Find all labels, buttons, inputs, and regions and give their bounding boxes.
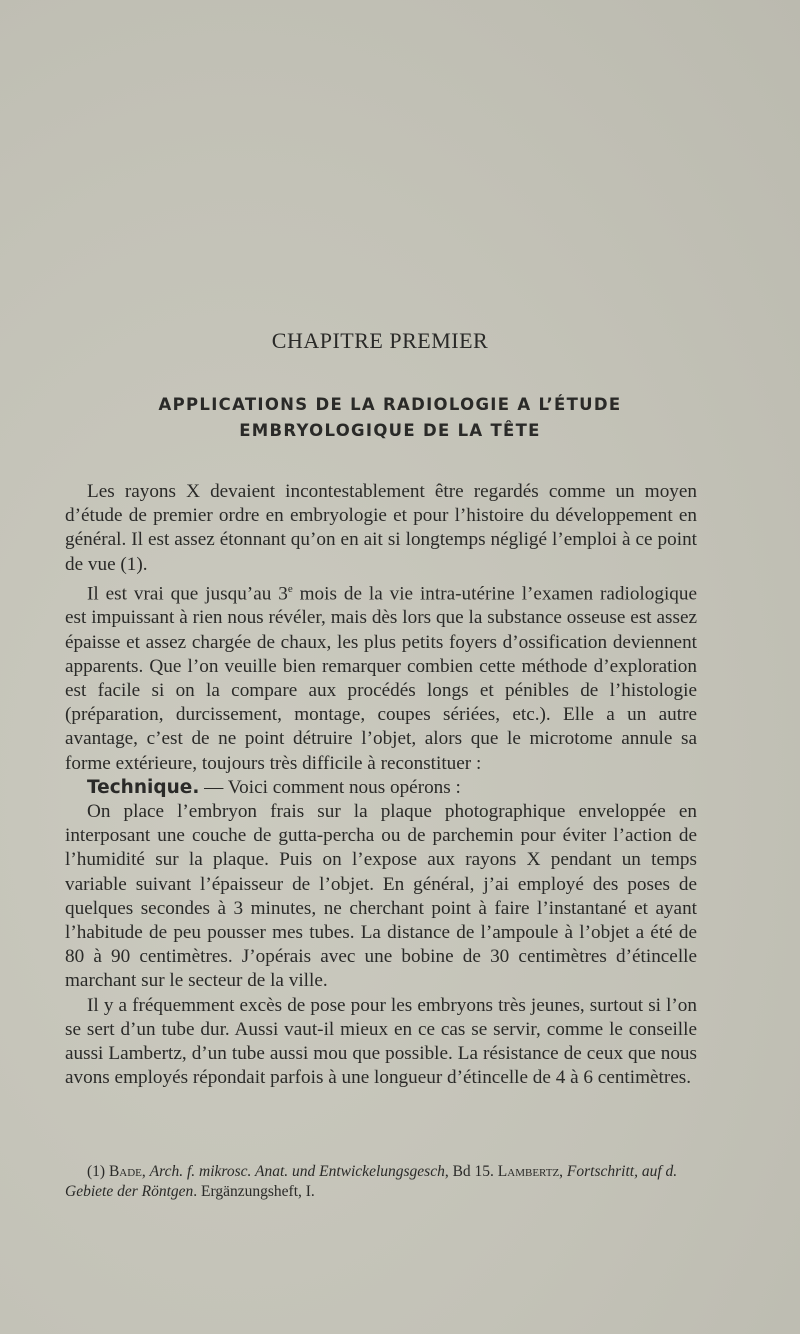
footnote-marker: (1) [87,1163,109,1180]
footnote-volume-1: , Bd 15. [444,1163,498,1180]
footnote-author-2: Lambertz [497,1163,560,1180]
section-title-line-2: EMBRYOLOGIQUE DE LA TÊTE [239,421,541,440]
technique-heading: Technique. [87,776,200,798]
footnote-tail: . Ergänzungsheft, I. [193,1183,315,1200]
ordinal-superscript: e [287,582,293,595]
paragraph-radiology [65,577,697,776]
section-title [60,392,720,444]
section-title-line-1: APPLICATIONS DE LA RADIOLOGIE A L’ÉTUDE [158,395,622,414]
paragraph-technique [65,776,697,800]
footnote-separator-2: , [559,1163,567,1180]
paragraph-intro: Les rayons X devaient incontestablement être regardés comme un moyen d’étude de premier ordre en embryologie et pour l’histoire du développement en général. Il est assez étonnant qu’on en ait si longtemps négligé l’emploi à ce point de vue (1). [65,481,697,575]
paragraph-procedure: On place l’embryon frais sur la plaque photographique enveloppée en interposant une couche de gutta-percha ou de parchemin pour éviter l’action de l’humidité sur la plaque. Puis on l’expose aux rayons X pendant un temps variable suivant l’épaisseur de l’objet. En général, j’ai employé des poses de quelques secondes à 3 minutes, ne cherchant point à faire l’instantané et ayant l’habitude de peu pousser mes tubes. La distance de l’ampoule à l’objet a été de 80 à 90 centimètres. J’opérais avec une bobine de 30 centimètres d’étincelle marchant sur le secteur de la ville. [65,801,697,992]
chapter-heading: CHAPITRE PREMIER [271,328,489,353]
paragraph-radiology-rest: mois de la vie intra-utérine l’examen radiologique est impuissant à rien nous révéler, mais dès lors que la substance osseuse est assez épaisse et assez chargée de chaux, les plus petits foyers d’ossification deviennent apparents. Que l’on veuille bien remarquer combien cette méthode d’exploration est facile si on la compare aux procédés longs et pénibles de l’histologie (préparation, durcissement, montage, coupes sériées, etc.). Elle a un autre avantage, c’est de ne point détruire l’objet, alors que le microtome annule sa forme extérieure, toujours très difficile à reconstituer : [65,583,697,774]
footnote [65,1162,697,1202]
paragraph-exposure: Il y a fréquemment excès de pose pour les embryons très jeunes, surtout si l’on se sert d’un tube dur. Aussi vaut-il mieux en ce cas se servir, comme le conseille aussi Lambertz, d’un tube aussi mou que possible. La résistance de ceux que nous avons employés répondait parfois à une longueur d’étincelle de 4 à 6 centimètres. [65,994,697,1089]
footnote-source-1: Arch. f. mikrosc. Anat. und Entwickelungsgesch [149,1163,445,1180]
paragraph-radiology-start: Il est vrai que jusqu’au 3 [87,583,288,605]
footnote-separator-1: , [141,1163,150,1180]
footnote-author-1: Bade [108,1163,142,1180]
footnote-source-2: Fortschritt, auf d. Gebiete der Röntgen [65,1163,678,1200]
body-text [65,480,697,1090]
technique-intro: — Voici comment nous opérons : [199,776,461,798]
